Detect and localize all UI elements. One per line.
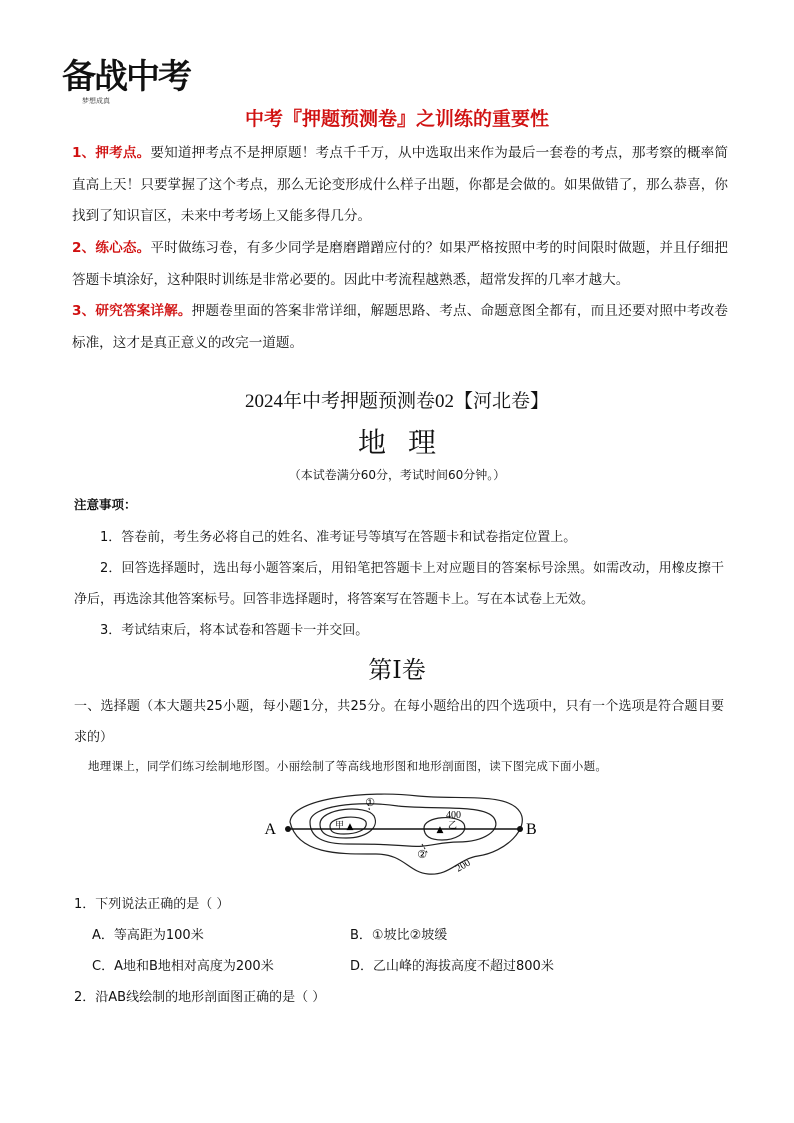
exam-title: 2024年中考押题预测卷02【河北卷】 [244, 391, 549, 412]
map-label-a: A [264, 821, 276, 838]
point-2-body: 平时做练习卷，有多少同学是磨磨蹭蹭应付的？如果严格按照中考的时间限时做题，并且仔细把答题卡填涂好，这种限时训练是非常必要的。因此中考流程越熟悉，超常发挥的几率才越大。 [72, 240, 728, 288]
map-label-yi: 乙 [448, 821, 458, 831]
notice-item-2: 2．回答选择题时，选出每小题答案后，用铅笔把答题卡上对应题目的答案标号涂黑。如需改动，用橡皮擦干净后，再选涂其他答案标号。回答非选择题时，将答案写在答题卡上。写在本试卷上无效。 [74, 561, 724, 607]
point-1-head: 1、押考点。 [72, 145, 151, 161]
question-1-option-b: B．①坡比②坡缓 [350, 928, 448, 943]
point-1 [72, 138, 728, 233]
point-2-head: 2、练心态。 [72, 240, 151, 256]
question-stem: 地理课上，同学们练习绘制地形图。小丽绘制了等高线地形图和地形剖面图，读下图完成下面小题。 [88, 759, 608, 773]
contour-map [258, 782, 538, 878]
question-1-option-a: A．等高距为100米 [92, 928, 204, 943]
map-label-b: B [526, 821, 537, 838]
volume-heading: 第Ⅰ卷 [368, 658, 426, 684]
question-1-option-d: D．乙山峰的海拔高度不超过800米 [350, 959, 554, 974]
point-b [517, 826, 523, 832]
map-label-jia: 甲 [334, 821, 344, 831]
section-heading: 一、选择题（本大题共25小题，每小题1分，共25分。在每小题给出的四个选项中，只有一个选项是符合题目要求的） [74, 699, 724, 745]
point-1-body: 要知道押考点不是押原题！考点千千万，从中选取出来作为最后一套卷的考点，那考察的概率简直高上天！只要掌握了这个考点，那么无论变形成什么样子出题，你都是会做的。如果做错了，那么恭喜，你找到了知识盲区，未来中考考场上又能多得几分。 [72, 145, 728, 224]
map-label-1: ① [365, 796, 375, 809]
logo-subtitle: 梦想成真 [82, 97, 110, 105]
peak-yi-marker: ▲ [436, 825, 444, 835]
exam-note: （本试卷满分60分，考试时间60分钟。） [288, 468, 506, 482]
exam-subject: 地理 [357, 426, 458, 459]
point-2 [72, 233, 728, 296]
banner-title: 中考『押题预测卷』之训练的重要性 [244, 108, 549, 130]
question-1-option-c: C．A地和B地相对高度为200米 [92, 959, 274, 974]
map-label-400: 400 [446, 810, 461, 821]
question-2-stem: 2．沿AB线绘制的地形剖面图正确的是（ ） [74, 990, 326, 1005]
point-a [285, 826, 291, 832]
notice-heading: 注意事项： [74, 497, 137, 512]
peak-jia-marker: ▲ [346, 822, 354, 832]
map-label-2: ② [417, 848, 427, 861]
brand-logo [62, 57, 202, 108]
point-3-head: 3、研究答案详解。 [72, 303, 192, 319]
logo-text: 备战中考 [62, 57, 190, 97]
notice-item-1: 1．答卷前，考生务必将自己的姓名、准考证号等填写在答题卡和试卷指定位置上。 [100, 530, 577, 545]
point-3-body: 押题卷里面的答案非常详细，解题思路、考点、命题意图全都有，而且还要对照中考改卷标准，这才是真正意义的改完一道题。 [72, 303, 728, 351]
map-label-200: 200 [454, 857, 473, 875]
point-3 [72, 296, 728, 359]
question-1-stem: 1．下列说法正确的是（ ） [74, 897, 230, 912]
notice-item-3: 3．考试结束后，将本试卷和答题卡一并交回。 [100, 623, 369, 638]
